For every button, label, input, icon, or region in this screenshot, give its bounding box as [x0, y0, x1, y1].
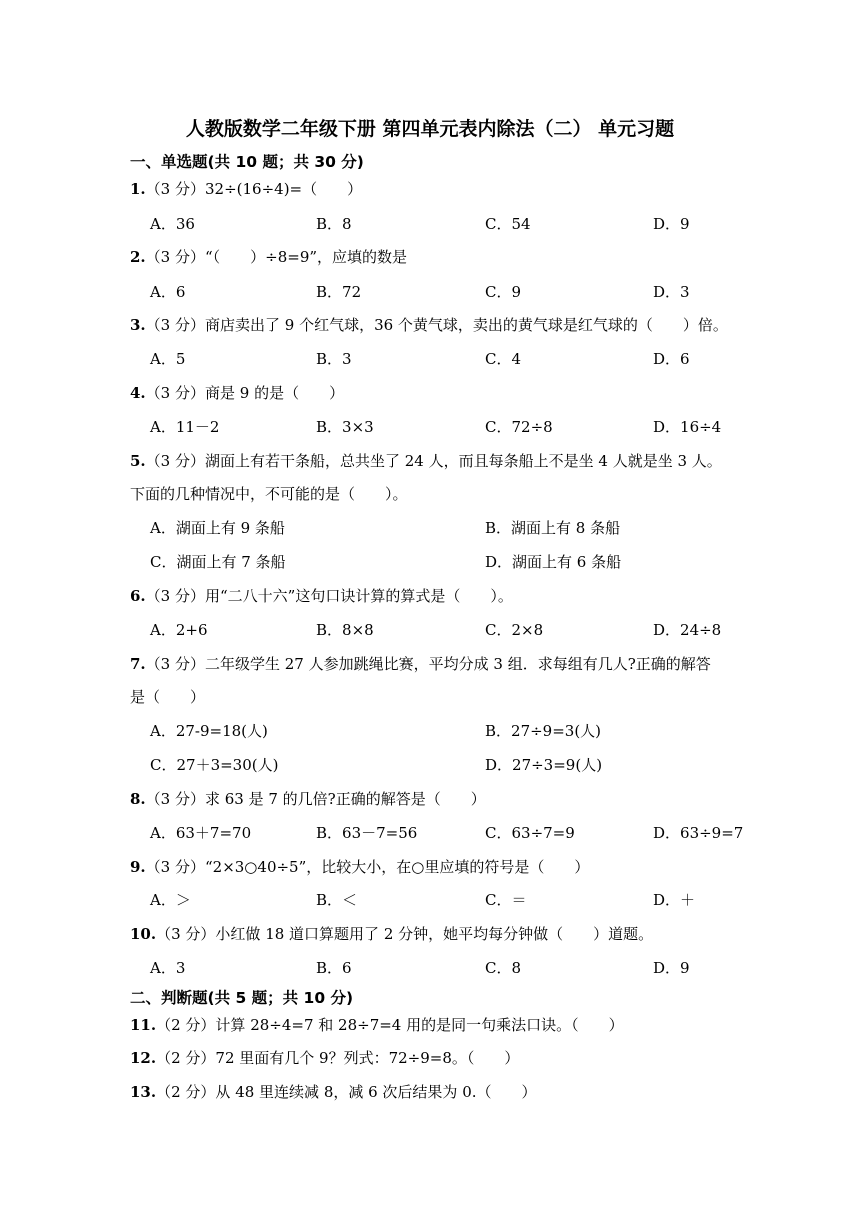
question-stem: （3 分）二年级学生 27 人参加跳绳比赛，平均分成 3 组．求每组有几人?正确的解答: [145, 655, 711, 673]
option-b: B．3: [316, 350, 352, 368]
question-text: [130, 450, 722, 471]
option-b: B．8: [316, 215, 352, 233]
question-text: [130, 382, 344, 403]
question-text: [130, 856, 589, 877]
option-a: A．＞: [150, 891, 191, 909]
question-text: [130, 585, 513, 606]
option-a: A．11－2: [150, 418, 220, 436]
question-stem: （3 分）商是 9 的是（ ）: [145, 384, 345, 402]
option-a: A．2+6: [150, 621, 208, 639]
question-stem: （3 分）商店卖出了 9 个红气球，36 个黄气球，卖出的黄气球是红气球的（ ）倍。: [145, 316, 728, 334]
question-stem: （3 分）32÷(16÷4)=（ ）: [145, 180, 363, 198]
question-text: [130, 246, 407, 267]
option-a: A．5: [150, 350, 186, 368]
question-number: 10.: [130, 925, 157, 943]
question-number: 6.: [130, 587, 146, 605]
option-c: C．27＋3=30(人): [150, 756, 279, 774]
section-heading: 一、单选题(共 10 题；共 30 分): [130, 153, 364, 171]
question-text: [130, 314, 728, 335]
option-d: D．6: [653, 350, 690, 368]
question-text: [130, 653, 711, 674]
option-b: B．27÷9=3(人): [485, 722, 602, 740]
option-d: D．27÷3=9(人): [485, 756, 603, 774]
question-number: 1.: [130, 180, 146, 198]
question-stem: （3 分）小红做 18 道口算题用了 2 分钟，她平均每分钟做（ ）道题。: [156, 925, 654, 943]
option-b: B．8×8: [316, 621, 374, 639]
question-stem: （2 分）计算 28÷4=7 和 28÷7=4 用的是同一句乘法口诀。（ ）: [156, 1016, 624, 1034]
option-c: C．4: [485, 350, 522, 368]
question-text: [130, 1047, 519, 1068]
question-stem: （3 分）求 63 是 7 的几倍?正确的解答是（ ）: [145, 790, 486, 808]
question-number: 9.: [130, 858, 146, 876]
option-b: B．湖面上有 8 条船: [485, 519, 621, 537]
option-a: A．36: [150, 215, 195, 233]
option-c: C．湖面上有 7 条船: [150, 553, 286, 571]
option-b: B．3×3: [316, 418, 374, 436]
option-d: D．＋: [653, 891, 696, 909]
option-a: A．3: [150, 959, 186, 977]
option-b: B．＜: [316, 891, 358, 909]
option-d: D．16÷4: [653, 418, 722, 436]
question-number: 8.: [130, 790, 146, 808]
question-stem: （3 分）“（ ）÷8=9”，应填的数是: [145, 248, 408, 266]
option-c: C．63÷7=9: [485, 824, 575, 842]
option-c: C．9: [485, 283, 522, 301]
question-number: 13.: [130, 1083, 157, 1101]
option-d: D．3: [653, 283, 690, 301]
question-number: 2.: [130, 248, 146, 266]
question-number: 7.: [130, 655, 146, 673]
question-text: [130, 923, 653, 944]
option-c: C．8: [485, 959, 522, 977]
option-d: D．63÷9=7: [653, 824, 744, 842]
question-stem: （2 分）从 48 里连续减 8，减 6 次后结果为 0.（ ）: [156, 1083, 537, 1101]
option-b: B．63－7=56: [316, 824, 418, 842]
option-d: D．9: [653, 959, 690, 977]
option-a: A．27-9=18(人): [150, 722, 268, 740]
question-number: 4.: [130, 384, 146, 402]
option-c: C．2×8: [485, 621, 544, 639]
question-text: [130, 788, 486, 809]
question-stem: （2 分）72 里面有几个 9？列式：72÷9=8。（ ）: [156, 1049, 520, 1067]
option-d: D．9: [653, 215, 690, 233]
option-a: A．6: [150, 283, 186, 301]
question-text: [130, 1014, 624, 1035]
option-c: C．54: [485, 215, 531, 233]
option-c: C．72÷8: [485, 418, 553, 436]
question-number: 12.: [130, 1049, 157, 1067]
question-text: [130, 178, 362, 199]
question-number: 11.: [130, 1016, 157, 1034]
question-stem-continued: 下面的几种情况中，不可能的是（ ）。: [130, 485, 408, 503]
question-text: [130, 1081, 537, 1102]
section-heading: 二、判断题(共 5 题；共 10 分): [130, 989, 354, 1007]
question-number: 3.: [130, 316, 146, 334]
option-c: C．＝: [485, 891, 527, 909]
question-stem: （3 分）“2×3○40÷5”，比较大小，在○里应填的符号是（ ）: [145, 858, 590, 876]
option-b: B．72: [316, 283, 362, 301]
option-d: D．湖面上有 6 条船: [485, 553, 622, 571]
question-stem: （3 分）用“二八十六”这句口诀计算的算式是（ ）。: [145, 587, 513, 605]
question-stem: （3 分）湖面上有若干条船，总共坐了 24 人，而且每条船上不是坐 4 人就是坐 3 人。: [145, 452, 722, 470]
option-b: B．6: [316, 959, 352, 977]
question-stem-continued: 是（ ）: [130, 688, 206, 706]
option-a: A．63＋7=70: [150, 824, 252, 842]
option-a: A．湖面上有 9 条船: [150, 519, 285, 537]
question-number: 5.: [130, 452, 146, 470]
option-d: D．24÷8: [653, 621, 722, 639]
page-title: 人教版数学二年级下册 第四单元表内除法（二） 单元习题: [185, 118, 675, 140]
